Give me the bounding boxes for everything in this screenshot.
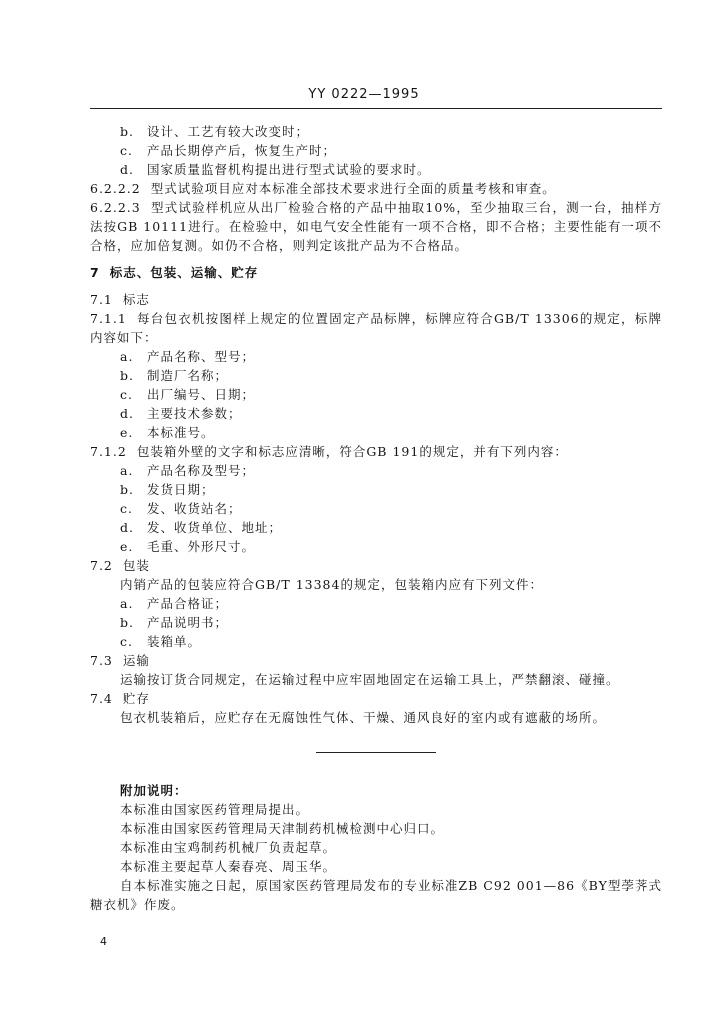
list-item xyxy=(90,461,662,480)
list-item xyxy=(90,160,662,179)
item-label: b. xyxy=(120,615,134,630)
item-label: a. xyxy=(120,349,134,364)
item-label: e. xyxy=(120,539,134,554)
list-item xyxy=(90,594,662,613)
section-number: 7.3 xyxy=(90,653,113,668)
item-text: 出厂编号、日期； xyxy=(147,387,256,402)
clause-number: 6.2.2.3 xyxy=(90,200,141,215)
end-separator xyxy=(316,752,436,753)
list-item xyxy=(90,537,662,556)
section-number: 7.1 xyxy=(90,292,113,307)
list-item xyxy=(90,385,662,404)
list-item xyxy=(90,366,662,385)
clause-text: 型式试验项目应对本标准全部技术要求进行全面的质量考核和审查。 xyxy=(150,181,556,196)
item-label: e. xyxy=(120,425,134,440)
clause-6-2-2-3 xyxy=(90,198,662,255)
section-7-3-text: 运输按订货合同规定，在运输过程中应牢固地固定在运输工具上，严禁翻滚、碰撞。 xyxy=(120,672,620,687)
clause-text: 每台包衣机按图样上规定的位置固定产品标牌，标牌应符合GB/T 13306的规定，标牌内容如下： xyxy=(90,311,662,345)
section-title: 贮存 xyxy=(122,691,150,706)
item-text: 产品合格证； xyxy=(147,596,229,611)
item-label: c. xyxy=(120,143,133,158)
section-7-4-text: 包衣机装箱后，应贮存在无腐蚀性气体、干燥、通风良好的室内或有遮蔽的场所。 xyxy=(120,710,607,725)
section-number: 7 xyxy=(90,265,100,280)
standard-code-header: YY 0222—1995 xyxy=(308,87,420,102)
item-label: d. xyxy=(120,520,134,535)
item-label: d. xyxy=(120,162,134,177)
list-item xyxy=(90,518,662,537)
list-item xyxy=(90,122,662,141)
item-text: 设计、工艺有较大改变时； xyxy=(147,124,310,139)
list-item xyxy=(90,404,662,423)
section-number: 7.2 xyxy=(90,558,113,573)
clause-text: 包装箱外壁的文字和标志应清晰，符合GB 191的规定，并有下列内容： xyxy=(136,444,568,459)
additional-note: 自本标准实施之日起，原国家医药管理局发布的专业标准ZB C92 001—86《BY型荸荠式糖衣机》作废。 xyxy=(90,878,662,912)
list-item xyxy=(90,347,662,366)
section-7-heading xyxy=(90,263,662,282)
item-text: 装箱单。 xyxy=(147,634,202,649)
clause-number: 7.1.2 xyxy=(90,444,127,459)
additional-note: 本标准由国家医药管理局天津制药机械检测中心归口。 xyxy=(120,821,445,836)
section-title: 标志 xyxy=(122,292,150,307)
item-label: a. xyxy=(120,596,134,611)
clause-number: 6.2.2.2 xyxy=(90,181,141,196)
clause-6-2-2-2 xyxy=(90,179,662,198)
item-text: 产品长期停产后，恢复生产时； xyxy=(147,143,337,158)
additional-note: 本标准由宝鸡制药机械厂负责起草。 xyxy=(120,840,337,855)
section-7-4-heading xyxy=(90,689,662,708)
section-7-3-heading xyxy=(90,651,662,670)
section-7-2-text: 内销产品的包装应符合GB/T 13384的规定，包装箱内应有下列文件： xyxy=(120,577,543,592)
item-label: b. xyxy=(120,368,134,383)
item-label: c. xyxy=(120,387,133,402)
list-item xyxy=(90,480,662,499)
section-title: 运输 xyxy=(122,653,150,668)
additional-note: 本标准由国家医药管理局提出。 xyxy=(120,802,310,817)
clause-text: 型式试验样机应从出厂检验合格的产品中抽取10%，至少抽取三台，测一台，抽样方法按GB 10111进行。在检验中，如电气安全性能有一项不合格，即不合格；主要性能有一项不合格，应加倍复测。如仍不合格，则判定该批产品为不合格品。 xyxy=(90,200,662,253)
item-text: 制造厂名称； xyxy=(147,368,229,383)
clause-number: 7.1.1 xyxy=(90,311,127,326)
section-7-2-heading xyxy=(90,556,662,575)
clause-7-1-1 xyxy=(90,309,662,347)
item-label: a. xyxy=(120,463,134,478)
list-item xyxy=(90,423,662,442)
section-number: 7.4 xyxy=(90,691,113,706)
item-text: 产品说明书； xyxy=(147,615,229,630)
list-item xyxy=(90,632,662,651)
item-label: b. xyxy=(120,482,134,497)
list-item xyxy=(90,499,662,518)
item-text: 发、收货单位、地址； xyxy=(147,520,283,535)
item-label: b. xyxy=(120,124,134,139)
item-text: 发、收货站名； xyxy=(147,501,242,516)
item-label: d. xyxy=(120,406,134,421)
page-number: 4 xyxy=(100,935,107,948)
item-text: 产品名称、型号； xyxy=(147,349,256,364)
item-text: 国家质量监督机构提出进行型式试验的要求时。 xyxy=(147,162,431,177)
clause-7-1-2 xyxy=(90,442,662,461)
section-title: 包装 xyxy=(122,558,150,573)
item-label: c. xyxy=(120,634,133,649)
additional-note: 本标准主要起草人秦春亮、周玉华。 xyxy=(120,859,337,874)
item-text: 主要技术参数； xyxy=(147,406,242,421)
item-text: 毛重、外形尺寸。 xyxy=(147,539,256,554)
item-label: c. xyxy=(120,501,133,516)
header-rule xyxy=(90,108,662,109)
section-7-1-heading xyxy=(90,290,662,309)
list-item xyxy=(90,141,662,160)
item-text: 产品名称及型号； xyxy=(147,463,256,478)
section-title: 标志、包装、运输、贮存 xyxy=(109,265,259,280)
document-body xyxy=(90,122,662,914)
additional-notes-title: 附加说明： xyxy=(120,783,188,798)
item-text: 本标准号。 xyxy=(147,425,215,440)
list-item xyxy=(90,613,662,632)
item-text: 发货日期； xyxy=(147,482,215,497)
